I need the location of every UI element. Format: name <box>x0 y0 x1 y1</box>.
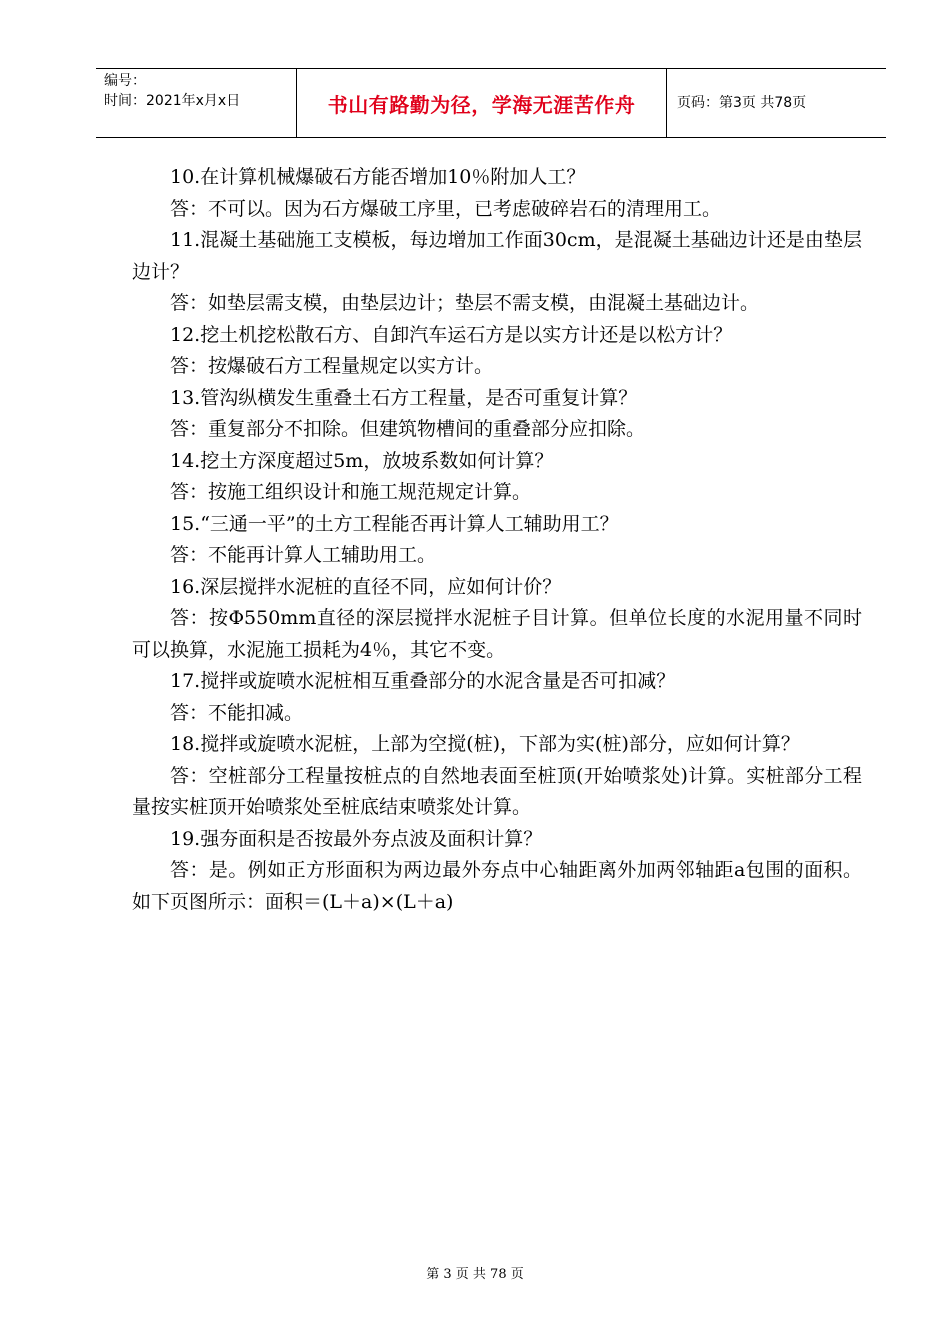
paragraph: 答：不可以。因为石方爆破工序里，已考虑破碎岩石的清理用工。 <box>170 197 722 220</box>
paragraph: 13.管沟纵横发生重叠土石方工程量，是否可重复计算？ <box>170 386 638 409</box>
paragraph: 15.“三通一平”的土方工程能否再计算人工辅助用工？ <box>170 512 619 535</box>
paragraph: 答：不能扣减。 <box>170 701 304 724</box>
header-motto-cell <box>296 69 667 137</box>
page-footer <box>0 1263 950 1282</box>
paragraph: 答：按施工组织设计和施工规范规定计算。 <box>170 481 532 503</box>
document-number-label: 编号： <box>104 73 146 89</box>
paragraph: 11.混凝土基础施工支模板，每边增加工作面30cm，是混凝土基础边计还是由垫层边计？ <box>132 229 862 283</box>
paragraph: 19.强夯面积是否按最外夯点波及面积计算？ <box>170 827 543 850</box>
paragraph: 14.挖土方深度超过5m，放坡系数如何计算？ <box>170 449 554 472</box>
document-body <box>132 162 862 918</box>
paragraph: 17.搅拌或旋喷水泥桩相互重叠部分的水泥含量是否可扣减？ <box>170 670 676 692</box>
paragraph: 16.深层搅拌水泥桩的直径不同，应如何计价？ <box>170 575 562 598</box>
document-date: 时间：2021年x月x日 <box>104 93 241 109</box>
paragraph: 答：空桩部分工程量按桩点的自然地表面至桩顶(开始喷浆处)计算。实桩部分工程量按实桩顶开始喷浆处至桩底结束喷浆处计算。 <box>132 764 862 818</box>
paragraph: 答：重复部分不扣除。但建筑物槽间的重叠部分应扣除。 <box>170 418 646 440</box>
paragraph: 10.在计算机械爆破石方能否增加10％附加人工？ <box>170 166 586 188</box>
paragraph: 12.挖土机挖松散石方、自卸汽车运石方是以实方计还是以松方计？ <box>170 323 733 346</box>
header-meta <box>96 69 296 137</box>
header-page-cell <box>667 69 886 137</box>
paragraph: 答：如垫层需支模，由垫层边计；垫层不需支模，由混凝土基础边计。 <box>170 292 760 314</box>
footer-page-number: 第 3 页 共 78 页 <box>426 1267 524 1282</box>
header-motto: 书山有路勤为径，学海无涯苦作舟 <box>327 92 636 117</box>
header-page-info: 页码：第3页 共78页 <box>677 95 807 111</box>
paragraph: 答：按Φ550mm直径的深层搅拌水泥桩子目计算。但单位长度的水泥用量不同时可以换算，水泥施工损耗为4％，其它不变。 <box>132 607 862 661</box>
paragraph: 答：不能再计算人工辅助用工。 <box>170 544 437 566</box>
paragraph: 答：是。例如正方形面积为两边最外夯点中心轴距离外加两邻轴距a包围的面积。如下页图所示：面积＝(L＋a)×(L＋a) <box>132 859 862 913</box>
page-header <box>96 68 886 138</box>
paragraph: 18.搅拌或旋喷水泥桩，上部为空搅(桩)，下部为实(桩)部分，应如何计算？ <box>170 733 800 755</box>
paragraph: 答：按爆破石方工程量规定以实方计。 <box>170 355 494 377</box>
